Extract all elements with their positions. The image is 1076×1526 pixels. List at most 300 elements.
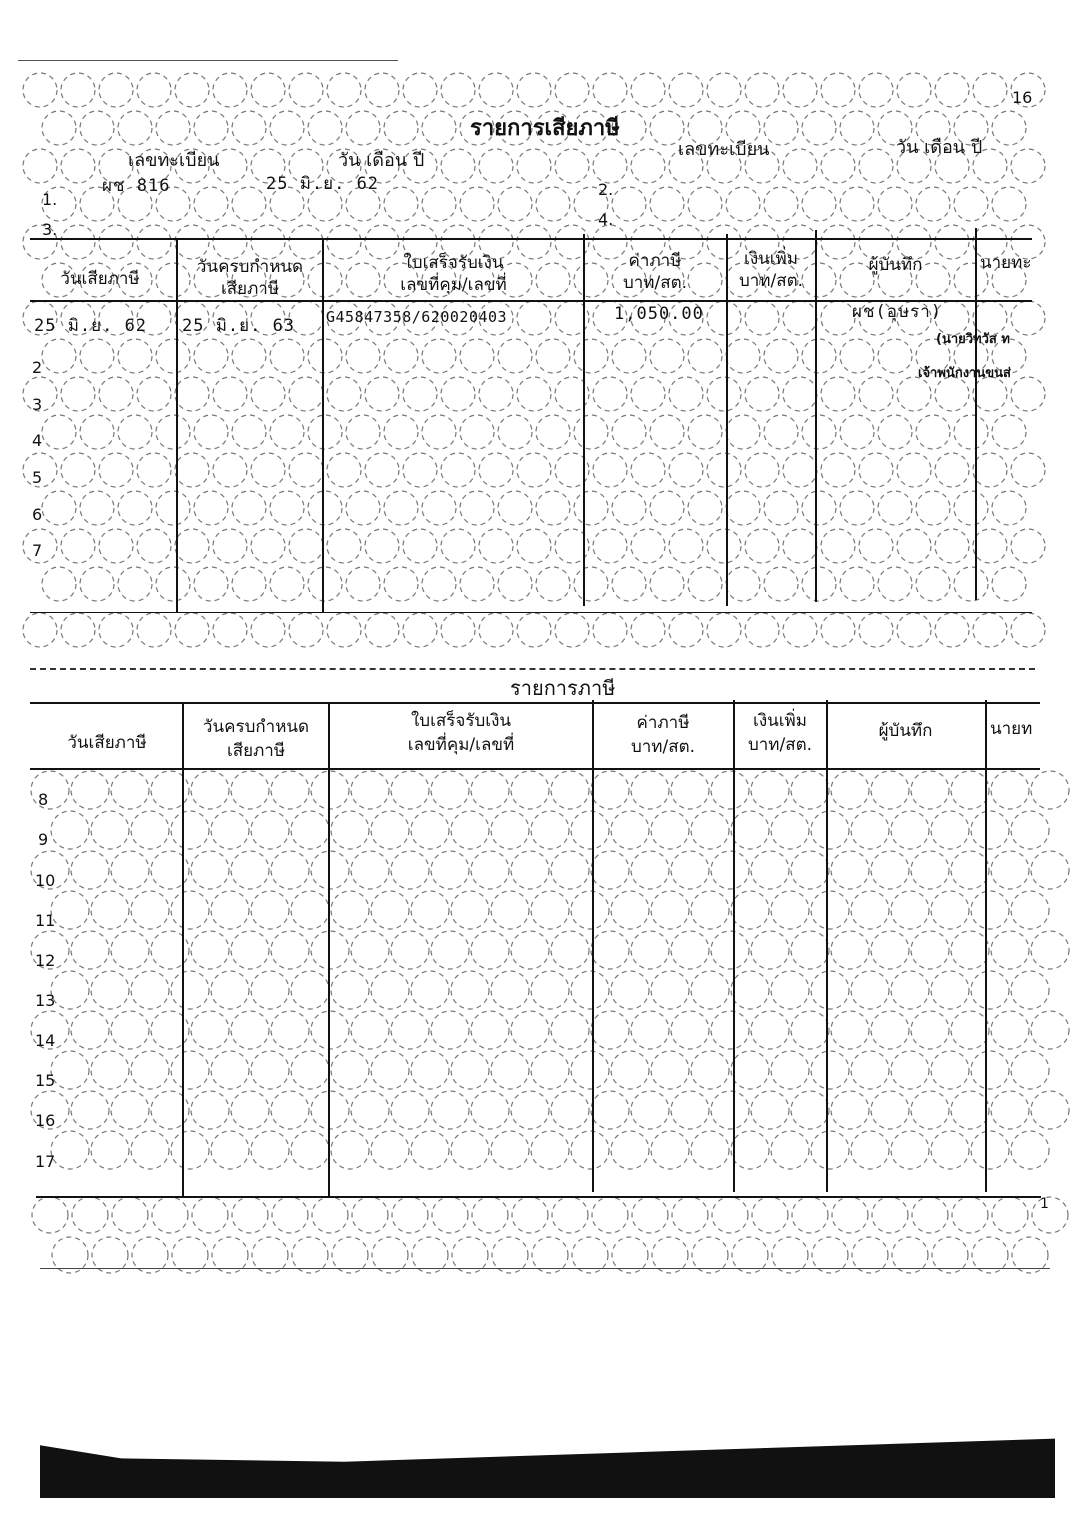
watermark-circle xyxy=(71,851,109,889)
watermark-circle xyxy=(251,73,285,107)
watermark-circle xyxy=(707,377,741,411)
watermark-circle xyxy=(859,73,893,107)
watermark-circle xyxy=(331,1051,369,1089)
watermark-circle xyxy=(137,613,171,647)
watermark-circle xyxy=(432,1197,468,1233)
watermark-circle xyxy=(651,811,689,849)
watermark-circle xyxy=(232,1197,268,1233)
watermark-circle xyxy=(650,187,684,221)
watermark-circle xyxy=(365,613,399,647)
label-date-left: วัน เดือน ปี xyxy=(338,150,425,171)
watermark-circle xyxy=(851,811,889,849)
watermark-circle xyxy=(851,1051,889,1089)
watermark-circle xyxy=(745,301,779,335)
watermark-circle xyxy=(451,1051,489,1089)
watermark-circle xyxy=(291,1051,329,1089)
watermark-circle xyxy=(131,1131,169,1169)
watermark-circle xyxy=(441,613,475,647)
watermark-circle xyxy=(631,149,665,183)
watermark-circle xyxy=(951,931,989,969)
label-date-right: วัน เดือน ปี xyxy=(896,137,983,158)
watermark-circle xyxy=(669,529,703,563)
watermark-circle xyxy=(270,339,304,373)
watermark-circle xyxy=(270,491,304,525)
watermark-circle xyxy=(691,811,729,849)
watermark-circle xyxy=(1031,1091,1069,1129)
watermark-circle xyxy=(131,891,169,929)
watermark-circle xyxy=(491,971,529,1009)
table1-col-divider-1 xyxy=(176,240,178,612)
watermark-circle xyxy=(23,73,57,107)
watermark-circle xyxy=(571,1051,609,1089)
watermark-circle xyxy=(764,567,798,601)
watermark-circle xyxy=(498,491,532,525)
watermark-circle xyxy=(916,415,950,449)
watermark-circle xyxy=(291,1131,329,1169)
watermark-circle xyxy=(391,851,429,889)
watermark-circle xyxy=(935,453,969,487)
watermark-circle xyxy=(441,377,475,411)
table1-col-divider-5 xyxy=(815,230,817,602)
watermark-circle xyxy=(479,377,513,411)
watermark-circle xyxy=(232,187,266,221)
watermark-circle xyxy=(951,1011,989,1049)
watermark-circle xyxy=(270,415,304,449)
table2-header-recorder: ผู้บันทึก xyxy=(878,721,933,741)
table1-col-divider-6 xyxy=(975,228,977,600)
watermark-circle xyxy=(308,491,342,525)
watermark-circle xyxy=(91,811,129,849)
row1-due-date: 25 มิ.ย. 63 xyxy=(182,316,296,336)
watermark-circle xyxy=(552,1197,588,1233)
watermark-circle xyxy=(531,891,569,929)
watermark-circle xyxy=(651,1131,689,1169)
watermark-circle xyxy=(851,1131,889,1169)
watermark-circle xyxy=(973,453,1007,487)
table2-col-divider-4 xyxy=(733,700,735,1192)
watermark-circle xyxy=(831,931,869,969)
table1-row-number: 7 xyxy=(32,541,43,560)
watermark-circle xyxy=(791,931,829,969)
watermark-circle xyxy=(441,73,475,107)
bottom-page-number: 1 xyxy=(1040,1196,1049,1212)
table1-header-tax-line1: ค่าภาษี xyxy=(628,251,682,271)
watermark-circle xyxy=(911,771,949,809)
watermark-circle xyxy=(992,187,1026,221)
watermark-circle xyxy=(771,1131,809,1169)
table1-header-recorder: ผู้บันทึก xyxy=(868,255,923,275)
watermark-circle xyxy=(1011,149,1045,183)
watermark-circle xyxy=(671,771,709,809)
watermark-circle xyxy=(992,491,1026,525)
watermark-circle xyxy=(751,931,789,969)
watermark-circle xyxy=(871,851,909,889)
table2-col-divider-2 xyxy=(328,704,330,1196)
watermark-circle xyxy=(311,931,349,969)
watermark-circle xyxy=(726,339,760,373)
watermark-circle xyxy=(80,491,114,525)
watermark-circle xyxy=(821,613,855,647)
watermark-circle xyxy=(811,1131,849,1169)
watermark-circle xyxy=(365,73,399,107)
watermark-circle xyxy=(536,187,570,221)
watermark-circle xyxy=(491,1131,529,1169)
watermark-circle xyxy=(971,811,1009,849)
table1-row-number: 4 xyxy=(32,431,43,450)
label-registration-right: เลขทะเบียน xyxy=(678,139,770,160)
watermark-circle xyxy=(871,1011,909,1049)
watermark-circle xyxy=(631,771,669,809)
watermark-circle xyxy=(371,971,409,1009)
watermark-circle xyxy=(331,891,369,929)
watermark-circle xyxy=(31,771,69,809)
watermark-circle xyxy=(271,771,309,809)
watermark-circle xyxy=(327,613,361,647)
watermark-circle xyxy=(194,111,228,145)
watermark-circle xyxy=(671,1011,709,1049)
watermark-circle xyxy=(51,891,89,929)
watermark-circle xyxy=(512,1197,548,1233)
watermark-circle xyxy=(517,73,551,107)
table2-row-number: 8 xyxy=(38,790,49,809)
watermark-circle xyxy=(451,971,489,1009)
watermark-circle xyxy=(311,1011,349,1049)
watermark-circle xyxy=(118,339,152,373)
watermark-circle xyxy=(42,339,76,373)
watermark-circle xyxy=(1031,931,1069,969)
watermark-circle xyxy=(764,415,798,449)
row1-receipt-number: G45847358/620020403 xyxy=(326,308,508,326)
watermark-circle xyxy=(672,1197,708,1233)
watermark-circle xyxy=(954,415,988,449)
watermark-circle xyxy=(791,1091,829,1129)
watermark-circle xyxy=(289,225,323,259)
watermark-circle xyxy=(631,1011,669,1049)
watermark-circle xyxy=(840,567,874,601)
watermark-circle xyxy=(431,1011,469,1049)
watermark-circle xyxy=(327,453,361,487)
table1-row-number: 6 xyxy=(32,505,43,524)
table2-row-number: 17 xyxy=(35,1152,56,1171)
table2-header-tax-line1: ค่าภาษี xyxy=(636,713,690,733)
watermark-circle xyxy=(971,1051,1009,1089)
watermark-circle xyxy=(156,567,190,601)
watermark-circle xyxy=(911,1091,949,1129)
watermark-circle xyxy=(231,851,269,889)
watermark-circle xyxy=(531,1131,569,1169)
watermark-circle xyxy=(726,567,760,601)
watermark-circle xyxy=(792,1197,828,1233)
watermark-circle xyxy=(371,891,409,929)
watermark-circle xyxy=(551,931,589,969)
watermark-circle xyxy=(213,613,247,647)
watermark-circle xyxy=(631,73,665,107)
table2-header-tax-date: วันเสียภาษี xyxy=(67,733,147,753)
watermark-circle xyxy=(954,187,988,221)
watermark-circle xyxy=(878,339,912,373)
watermark-circle xyxy=(289,453,323,487)
watermark-circle xyxy=(194,187,228,221)
watermark-circle xyxy=(479,149,513,183)
row1-tax-date: 25 มิ.ย. 62 xyxy=(34,316,148,336)
watermark-circle xyxy=(131,971,169,1009)
watermark-circle xyxy=(271,1091,309,1129)
watermark-circle xyxy=(651,891,689,929)
watermark-circle xyxy=(211,971,249,1009)
watermark-circle xyxy=(752,1197,788,1233)
watermark-circle xyxy=(411,1131,449,1169)
watermark-circle xyxy=(591,931,629,969)
watermark-circle xyxy=(327,377,361,411)
watermark-circle xyxy=(991,1011,1029,1049)
watermark-circle xyxy=(764,187,798,221)
watermark-circle xyxy=(571,1131,609,1169)
table1-header-tax-date: วันเสียภาษี xyxy=(60,269,140,289)
watermark-circle xyxy=(951,851,989,889)
watermark-circle xyxy=(593,453,627,487)
watermark-circle xyxy=(491,811,529,849)
watermark-circle xyxy=(232,567,266,601)
watermark-circle xyxy=(451,891,489,929)
watermark-circle xyxy=(391,1091,429,1129)
watermark-circle xyxy=(152,1197,188,1233)
table2-col-divider-1 xyxy=(182,704,184,1196)
watermark-circle xyxy=(891,1131,929,1169)
watermark-circle xyxy=(612,415,646,449)
watermark-circle xyxy=(270,567,304,601)
table2-row-number: 14 xyxy=(35,1031,56,1050)
watermark-circle xyxy=(460,491,494,525)
watermark-circle xyxy=(308,415,342,449)
watermark-circle xyxy=(612,567,646,601)
watermark-circle xyxy=(1031,771,1069,809)
watermark-circle xyxy=(175,377,209,411)
watermark-circle xyxy=(171,1051,209,1089)
watermark-circle xyxy=(171,971,209,1009)
watermark-circle xyxy=(471,851,509,889)
watermark-circle xyxy=(593,529,627,563)
watermark-circle xyxy=(991,771,1029,809)
watermark-circle xyxy=(211,811,249,849)
watermark-circle xyxy=(71,1011,109,1049)
watermark-circle xyxy=(651,1051,689,1089)
watermark-circle xyxy=(422,491,456,525)
watermark-circle xyxy=(555,73,589,107)
watermark-circle xyxy=(511,771,549,809)
watermark-circle xyxy=(859,377,893,411)
watermark-circle xyxy=(831,771,869,809)
watermark-circle xyxy=(431,931,469,969)
watermark-circle xyxy=(137,529,171,563)
watermark-circle xyxy=(1011,377,1045,411)
watermark-circle xyxy=(99,73,133,107)
watermark-circle xyxy=(632,1197,668,1233)
watermark-circle xyxy=(498,339,532,373)
watermark-circle xyxy=(156,491,190,525)
watermark-circle xyxy=(99,529,133,563)
watermark-circle xyxy=(137,453,171,487)
watermark-circle xyxy=(460,415,494,449)
watermark-circle xyxy=(916,567,950,601)
watermark-circle xyxy=(931,891,969,929)
watermark-circle xyxy=(42,567,76,601)
watermark-circle xyxy=(251,891,289,929)
watermark-circle xyxy=(891,971,929,1009)
watermark-circle xyxy=(211,891,249,929)
watermark-circle xyxy=(726,187,760,221)
watermark-circle xyxy=(384,339,418,373)
watermark-circle xyxy=(175,529,209,563)
watermark-circle xyxy=(491,891,529,929)
watermark-circle xyxy=(118,111,152,145)
watermark-circle xyxy=(731,891,769,929)
watermark-circle xyxy=(840,111,874,145)
entry-number-2: 2. xyxy=(598,180,614,199)
watermark-circle xyxy=(691,1051,729,1089)
watermark-circle xyxy=(592,1197,628,1233)
table2-col-divider-5 xyxy=(826,700,828,1192)
watermark-circle xyxy=(783,613,817,647)
table1-col-divider-3 xyxy=(583,234,585,606)
watermark-circle xyxy=(42,111,76,145)
watermark-circle xyxy=(251,453,285,487)
watermark-circle xyxy=(251,377,285,411)
watermark-circle xyxy=(916,491,950,525)
watermark-circle xyxy=(878,491,912,525)
table1-header-due-date-line1: วันครบกำหนด xyxy=(196,257,304,277)
watermark-circle xyxy=(403,377,437,411)
watermark-circle xyxy=(517,301,551,335)
watermark-circle xyxy=(783,149,817,183)
watermark-circle xyxy=(802,111,836,145)
watermark-circle xyxy=(331,811,369,849)
watermark-circle xyxy=(91,1051,129,1089)
watermark-circle xyxy=(745,453,779,487)
watermark-circle xyxy=(1011,453,1045,487)
watermark-circle xyxy=(851,971,889,1009)
watermark-circle xyxy=(346,111,380,145)
watermark-circle xyxy=(802,415,836,449)
watermark-circle xyxy=(574,339,608,373)
watermark-circle xyxy=(991,851,1029,889)
watermark-circle xyxy=(591,1091,629,1129)
watermark-circle xyxy=(821,149,855,183)
watermark-circle xyxy=(840,187,874,221)
watermark-circle xyxy=(1011,811,1049,849)
watermark-circle xyxy=(72,1197,108,1233)
watermark-circle xyxy=(783,73,817,107)
watermark-circle xyxy=(571,891,609,929)
watermark-circle xyxy=(384,415,418,449)
watermark-circle xyxy=(831,1091,869,1129)
watermark-circle xyxy=(42,491,76,525)
watermark-circle xyxy=(791,1011,829,1049)
table2-row-number: 10 xyxy=(35,871,56,890)
watermark-circle xyxy=(669,73,703,107)
watermark-circle xyxy=(131,811,169,849)
entry-number-1: 1. xyxy=(42,190,58,209)
watermark-circle xyxy=(311,771,349,809)
watermark-circle xyxy=(472,1197,508,1233)
watermark-circle xyxy=(531,811,569,849)
watermark-circle xyxy=(935,73,969,107)
watermark-circle xyxy=(422,111,456,145)
watermark-circle xyxy=(51,971,89,1009)
watermark-circle xyxy=(291,811,329,849)
watermark-circle xyxy=(111,931,149,969)
scanner-shadow-bar xyxy=(40,1432,1055,1498)
watermark-circle xyxy=(611,1131,649,1169)
watermark-circle xyxy=(871,1091,909,1129)
watermark-circle xyxy=(1032,1197,1068,1233)
watermark-circle xyxy=(384,567,418,601)
watermark-circle xyxy=(591,851,629,889)
watermark-circle xyxy=(878,415,912,449)
watermark-circle xyxy=(517,529,551,563)
label-registration-left: เลขทะเบียน xyxy=(128,150,220,171)
watermark-circle xyxy=(61,453,95,487)
table2-col-divider-3 xyxy=(592,700,594,1192)
watermark-circle xyxy=(61,225,95,259)
watermark-circle xyxy=(391,1011,429,1049)
watermark-circle xyxy=(971,971,1009,1009)
watermark-circle xyxy=(232,415,266,449)
watermark-circle xyxy=(745,377,779,411)
watermark-circle xyxy=(137,377,171,411)
entry-number-4: 4. xyxy=(598,210,614,229)
watermark-circle xyxy=(859,613,893,647)
watermark-circle xyxy=(171,811,209,849)
watermark-circle xyxy=(593,613,627,647)
watermark-circle xyxy=(536,339,570,373)
watermark-circle xyxy=(511,851,549,889)
watermark-circle xyxy=(498,567,532,601)
watermark-circle xyxy=(511,1091,549,1129)
watermark-circle xyxy=(574,415,608,449)
watermark-circle xyxy=(671,851,709,889)
watermark-circle xyxy=(631,529,665,563)
watermark-circle xyxy=(346,491,380,525)
watermark-circle xyxy=(422,415,456,449)
watermark-circle xyxy=(272,1197,308,1233)
watermark-circle xyxy=(211,1051,249,1089)
watermark-circle xyxy=(688,187,722,221)
watermark-circle xyxy=(745,613,779,647)
watermark-circle xyxy=(211,1131,249,1169)
watermark-circle xyxy=(536,415,570,449)
watermark-circle xyxy=(175,453,209,487)
entry-number-3: 3. xyxy=(42,220,58,239)
watermark-circle xyxy=(422,187,456,221)
watermark-circle xyxy=(811,1051,849,1089)
watermark-circle xyxy=(791,851,829,889)
watermark-circle xyxy=(460,187,494,221)
watermark-circle xyxy=(711,1091,749,1129)
watermark-circle xyxy=(973,613,1007,647)
watermark-circle xyxy=(859,529,893,563)
watermark-circle xyxy=(80,339,114,373)
watermark-circle xyxy=(71,1091,109,1129)
watermark-circle xyxy=(897,529,931,563)
watermark-circle xyxy=(61,377,95,411)
watermark-circle xyxy=(731,811,769,849)
watermark-circle xyxy=(536,567,570,601)
watermark-circle xyxy=(51,811,89,849)
watermark-circle xyxy=(612,491,646,525)
watermark-circle xyxy=(711,1011,749,1049)
table1-row-number: 2 xyxy=(32,358,43,377)
watermark-circle xyxy=(935,613,969,647)
